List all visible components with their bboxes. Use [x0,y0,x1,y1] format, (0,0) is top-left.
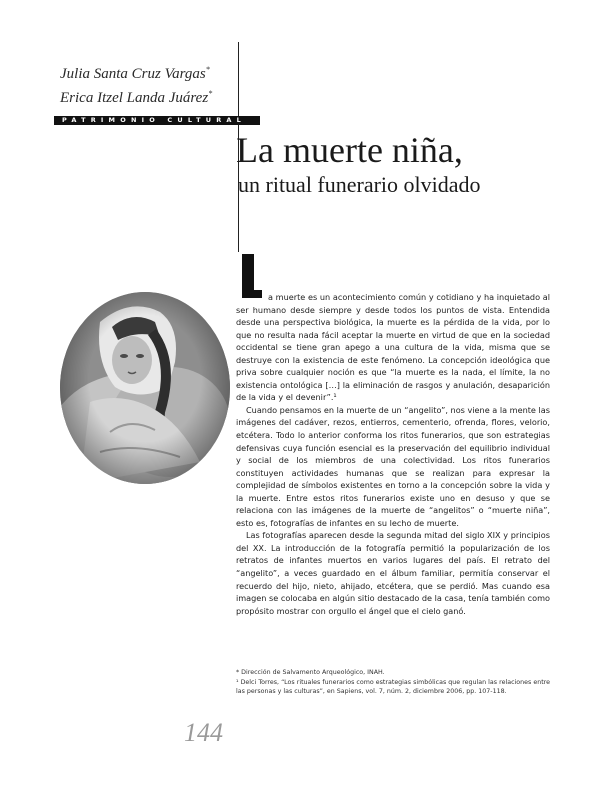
footnote: ¹ Delci Torres, “Los rituales funerarios como estrategias simbólicas que regulan las relaciones entre las personas y las culturas”, en Sapiens, vol. 7, núm. 2, diciembre 2006, pp. 107-118. [236,679,550,696]
article-body [236,291,550,617]
author-name: Julia Santa Cruz Vargas* [60,65,210,82]
page-number: 144 [184,718,223,747]
article-subtitle: un ritual funerario olvidado [238,172,481,197]
paragraph: Las fotografías aparecen desde la segunda mitad del siglo XIX y principios del XX. La introducción de la fotografía permitió la popularización de los retratos de infantes muertos en varios lugares del país. El retrato del “angelito”, a veces guardado en el álbum familiar, permitía conservar el recuerdo del hijo, nieto, ahijado, etcétera, que se perdió. Mas cuando esa imagen se colocaba en algún sitio destacado de la casa, tenía también como propósito mostrar con orgullo el ángel que el cielo ganó. [236,530,550,616]
footnotes [236,668,550,697]
section-label: PATRIMONIO CULTURAL [54,116,260,125]
paragraph: a muerte es un acontecimiento común y cotidiano y ha inquietado al ser humano desde siempre y desde todos los puntos de vista. Entendida desde una perspectiva biológica, la muerte es la pérdida de la vida, por lo que no resulta nada fácil aceptar la muerte en virtud de que en la sociedad occidental se tiene gran apego a una cultura de la vida, misma que se destruye con la existencia de este fenómeno. La concepción ideológica que priva sobre cualquier noción es que “la muerte es la nada, el límite, la no existencia ontológica […] la eliminación de rasgos y anulación, desaparición de la vida y el devenir”.¹ [236,292,550,403]
article-title: La muerte niña, [236,130,463,170]
footnote: * Dirección de Salvamento Arqueológico, INAH. [236,669,385,676]
author-name: Erica Itzel Landa Juárez* [60,89,213,106]
portrait-photo [60,292,230,484]
paragraph: Cuando pensamos en la muerte de un “angelito”, nos viene a la mente las imágenes del cadáver, rezos, entierros, cementerio, ofrenda, flores, velorio, etcétera. Todo lo anterior conforma los ritos funerarios, que son estrategias defensivas cuya función esencial es la preservación del equilibrio individual y social de los miembros de una colectividad. Los ritos funerarios constituyen actividades humanas que se realizan para expresar la complejidad de símbolos existentes en torno a la concepción sobre la vida y la muerte. Entre estos ritos funerarios existe uno en desuso y que se relaciona con las imágenes de la muerte de “angelitos” o “muerte niña”, esto es, fotografías de infantes en su lecho de muerte. [236,404,550,528]
authors [60,60,235,108]
